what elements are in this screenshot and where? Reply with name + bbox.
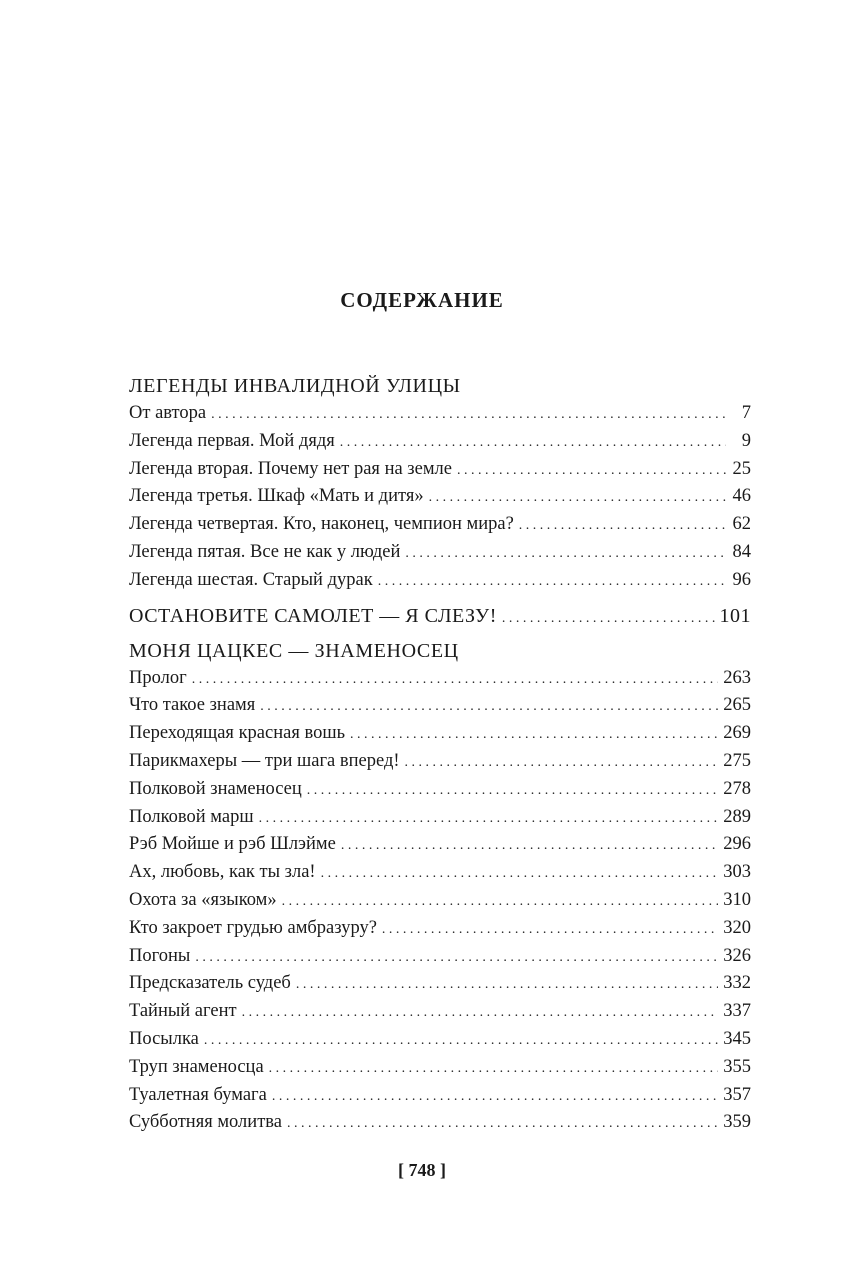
toc-entry-title: Ах, любовь, как ты зла! — [129, 862, 316, 883]
leader-dots — [429, 484, 726, 512]
toc-entry — [129, 720, 751, 748]
toc-entry — [129, 483, 751, 511]
leader-dots — [457, 457, 726, 485]
toc-entry-title: Легенда четвертая. Кто, наконец, чемпион мира? — [129, 514, 514, 535]
leader-dots — [260, 693, 718, 721]
section-heading: МОНЯ ЦАЦКЕС — ЗНАМЕНОСЕЦ — [129, 639, 459, 662]
toc-entry-title: Легенда пятая. Все не как у людей — [129, 541, 401, 562]
leader-dots — [211, 401, 726, 429]
table-of-contents — [129, 372, 751, 1137]
toc-entry — [129, 915, 751, 943]
page-number: [ 748 ] — [398, 1160, 446, 1180]
toc-entry-title: Парикмахеры — три шага вперед! — [129, 750, 400, 771]
toc-entry-title: Пролог — [129, 667, 187, 688]
leader-dots — [282, 888, 719, 916]
toc-entry-page: 359 — [723, 1112, 751, 1133]
leader-dots — [204, 1027, 718, 1055]
toc-entry-page: 7 — [741, 403, 751, 423]
section-heading: ЛЕГЕНДЫ ИНВАЛИДНОЙ УЛИЦЫ — [129, 375, 461, 397]
toc-entry-page: 332 — [723, 973, 751, 994]
leader-dots — [340, 429, 726, 457]
toc-entry-page: 289 — [723, 806, 751, 827]
toc-entry-title: Рэб Мойше и рэб Шлэйме — [129, 834, 336, 855]
toc-entry — [129, 943, 751, 971]
toc-entry-page: 101 — [719, 604, 751, 627]
leader-dots — [272, 1083, 718, 1111]
toc-entry-title: От автора — [129, 403, 207, 423]
leader-dots — [259, 805, 719, 833]
toc-entry-page: 310 — [723, 889, 751, 910]
toc-entry-page: 84 — [732, 541, 751, 562]
toc-entry-title: ОСТАНОВИТЕ САМОЛЕТ — Я СЛЕЗУ! — [129, 604, 497, 627]
toc-entry — [129, 665, 751, 693]
page-title: СОДЕРЖАНИЕ — [340, 288, 504, 312]
toc-entry — [129, 456, 751, 484]
leader-dots — [382, 916, 718, 944]
toc-entry — [129, 692, 751, 720]
toc-entry — [129, 831, 751, 859]
leader-dots — [269, 1055, 719, 1083]
toc-entry-page: 326 — [723, 945, 751, 966]
leader-dots — [350, 721, 718, 749]
leader-dots — [378, 568, 726, 596]
toc-entry-page: 296 — [723, 834, 751, 855]
toc-entry-title: Полковой знаменосец — [129, 778, 302, 799]
toc-entry-page: 357 — [723, 1084, 751, 1105]
toc-entry-page: 9 — [741, 430, 751, 451]
toc-entry — [129, 804, 751, 832]
toc-entry — [129, 1082, 751, 1110]
toc-entry-page: 269 — [723, 723, 751, 744]
toc-entry-title: Переходящая красная вошь — [129, 723, 346, 744]
toc-entry-title: Погоны — [129, 945, 191, 966]
toc-section-entry — [129, 601, 751, 631]
toc-entry-title: Охота за «языком» — [129, 889, 277, 910]
toc-entry-page: 96 — [732, 569, 751, 590]
toc-entry — [129, 567, 751, 595]
leader-dots — [321, 860, 719, 888]
leader-dots — [296, 971, 718, 999]
toc-entry-title: Легенда третья. Шкаф «Мать и дитя» — [129, 486, 424, 507]
toc-entry-title: Субботняя молитва — [129, 1112, 282, 1133]
leader-dots — [341, 832, 718, 860]
toc-entry — [129, 776, 751, 804]
toc-entry-page: 337 — [723, 1001, 751, 1022]
toc-entry — [129, 1054, 751, 1082]
toc-entry-title: Посылка — [129, 1028, 199, 1049]
toc-entry-title: Кто закроет грудью амбразуру? — [129, 917, 377, 938]
toc-entry-title: Туалетная бумага — [129, 1084, 267, 1105]
toc-entry — [129, 539, 751, 567]
leader-dots — [502, 604, 715, 634]
toc-entry-page: 62 — [732, 514, 751, 535]
toc-entry-page: 263 — [723, 667, 751, 688]
leader-dots — [192, 666, 719, 694]
toc-entry-page: 275 — [723, 750, 751, 771]
toc-entry-title: Что такое знамя — [129, 695, 256, 716]
toc-entry — [129, 511, 751, 539]
leader-dots — [307, 777, 718, 805]
toc-entry-title: Легенда первая. Мой дядя — [129, 430, 335, 451]
toc-entry — [129, 859, 751, 887]
toc-entry-page: 278 — [723, 778, 751, 799]
toc-entry — [129, 400, 751, 428]
leader-dots — [195, 944, 718, 972]
toc-entry — [129, 970, 751, 998]
toc-entry-title: Предсказатель судеб — [129, 973, 291, 994]
toc-entry-page: 345 — [723, 1028, 751, 1049]
toc-entry-title: Легенда шестая. Старый дурак — [129, 569, 373, 590]
toc-entry-title: Труп знаменосца — [129, 1056, 264, 1077]
toc-entry — [129, 1026, 751, 1054]
toc-entry-page: 265 — [723, 695, 751, 716]
toc-entry — [129, 428, 751, 456]
toc-entry-page: 355 — [723, 1056, 751, 1077]
toc-entry — [129, 748, 751, 776]
toc-entry-title: Легенда вторая. Почему нет рая на земле — [129, 458, 452, 479]
toc-entry-page: 46 — [732, 486, 751, 507]
leader-dots — [405, 749, 719, 777]
toc-entry-page: 320 — [723, 917, 751, 938]
toc-entry — [129, 1109, 751, 1137]
toc-entry-page: 25 — [732, 458, 751, 479]
toc-entry — [129, 998, 751, 1026]
toc-entry — [129, 887, 751, 915]
leader-dots — [287, 1110, 718, 1138]
leader-dots — [519, 512, 726, 540]
leader-dots — [405, 540, 726, 568]
toc-entry-title: Полковой марш — [129, 806, 254, 827]
leader-dots — [242, 999, 719, 1027]
toc-entry-title: Тайный агент — [129, 1001, 237, 1022]
toc-entry-page: 303 — [723, 862, 751, 883]
